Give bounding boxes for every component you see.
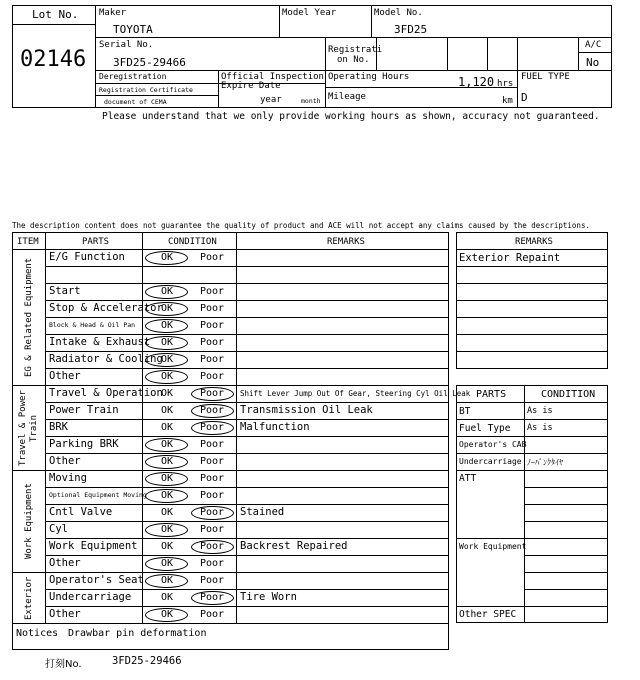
row-divider (45, 334, 449, 335)
operating-hours-label: Operating Hours (328, 72, 410, 82)
poor-option[interactable]: Poor (199, 456, 225, 467)
selected-circle (145, 285, 188, 299)
right-part-fuel: Fuel Type (459, 423, 511, 434)
month-label: month (301, 97, 321, 105)
ok-option[interactable]: OK (160, 575, 174, 586)
year-label: year (260, 95, 282, 105)
selected-circle (145, 523, 188, 537)
part-label: Start (49, 285, 81, 297)
divider (456, 419, 608, 420)
divider (218, 70, 219, 108)
divider (456, 453, 608, 454)
part-label: BRK (49, 421, 68, 433)
remark-text: Backrest Repaired (240, 540, 348, 552)
selected-circle (145, 319, 188, 333)
row-divider (45, 317, 449, 318)
divider (12, 470, 449, 471)
row-divider (45, 351, 449, 352)
right-col-condition: CONDITION (541, 389, 596, 400)
hours-accuracy-notice: Please understand that we only provide working hours as shown, accuracy not guaranteed. (102, 111, 600, 122)
inspection-label: Official Inspection (221, 72, 324, 82)
selected-circle (191, 387, 234, 401)
poor-option[interactable]: Poor (199, 388, 225, 399)
fuel-type-label: FUEL TYPE (521, 72, 570, 82)
selected-circle (145, 370, 188, 384)
divider (95, 37, 612, 38)
row-divider (45, 300, 449, 301)
row-divider (45, 419, 449, 420)
ok-option[interactable]: OK (160, 507, 174, 518)
stamp-value: 3FD25-29466 (112, 655, 182, 667)
poor-option[interactable]: Poor (199, 541, 225, 552)
ok-option[interactable]: OK (160, 371, 174, 382)
divider (524, 589, 608, 590)
poor-option[interactable]: Poor (199, 609, 225, 620)
ok-option[interactable]: OK (160, 456, 174, 467)
part-label: Other (49, 557, 81, 569)
col-condition: CONDITION (168, 237, 217, 247)
part-label: Cyl (49, 523, 68, 535)
divider (456, 334, 608, 335)
ok-option[interactable]: OK (160, 558, 174, 569)
poor-option[interactable]: Poor (199, 354, 225, 365)
part-label: Optional Equipment Moving (49, 491, 147, 499)
ok-option[interactable]: OK (160, 252, 174, 263)
ok-option[interactable]: OK (160, 286, 174, 297)
selected-circle (145, 608, 188, 622)
part-label: Cntl Valve (49, 506, 113, 518)
right-part-att: ATT (459, 473, 477, 484)
row-divider (45, 606, 449, 607)
ac-label: A/C (585, 40, 602, 50)
selected-circle (145, 489, 188, 503)
divider (456, 249, 608, 250)
part-label: Undercarriage (49, 591, 132, 603)
row-divider (45, 589, 449, 590)
divider (12, 24, 96, 25)
part-label: Other (49, 455, 81, 467)
operating-hours-value: 1,120 (458, 75, 495, 89)
divider (456, 300, 608, 301)
serial-label: Serial No. (99, 40, 154, 50)
selected-circle (145, 438, 188, 452)
row-divider (45, 521, 449, 522)
maker-value: TOYOTA (113, 23, 153, 36)
divider (524, 555, 608, 556)
col-item: ITEM (17, 237, 39, 247)
row-divider (45, 368, 449, 369)
col-remarks: REMARKS (327, 237, 365, 247)
row-divider (45, 436, 449, 437)
poor-option[interactable]: Poor (199, 439, 225, 450)
group-travel: Travel & Power (18, 390, 28, 466)
divider (12, 572, 449, 573)
row-divider (45, 453, 449, 454)
selected-circle (145, 557, 188, 571)
divider (517, 37, 518, 108)
right-remarks-row: Exterior Repaint (459, 252, 561, 264)
right-part-work-equipment: Work Equipment (459, 542, 527, 551)
part-label: Stop & Accelerator (49, 302, 163, 314)
ok-option[interactable]: OK (160, 422, 174, 433)
divider (456, 266, 608, 267)
divider (487, 37, 488, 70)
ok-option[interactable]: OK (160, 303, 174, 314)
part-label: Work Equipment (49, 540, 138, 552)
part-label: Intake & Exhaust (49, 336, 151, 348)
right-cond-bt: As is (527, 406, 553, 416)
divider (524, 521, 608, 522)
model-no-label: Model No. (374, 8, 423, 18)
right-cond-fuel: As is (527, 423, 553, 433)
ok-option[interactable]: OK (160, 473, 174, 484)
divider (12, 249, 449, 250)
remark-text: Malfunction (240, 421, 310, 433)
row-divider (45, 283, 449, 284)
part-label: E/G Function (49, 251, 125, 263)
ok-option[interactable]: OK (160, 354, 174, 365)
divider (45, 232, 46, 624)
registration-label: Registrati (328, 45, 383, 55)
divider (456, 351, 608, 352)
group-eg: EG & Related Equipment (24, 257, 34, 378)
selected-circle (191, 421, 234, 435)
hrs-label: hrs (497, 79, 514, 89)
part-label: Other (49, 608, 81, 620)
disclaimer: The description content does not guarantee the quality of product and ACE will not accept any claims caused by the descriptions. (12, 221, 590, 230)
part-label: Other (49, 370, 81, 382)
km-label: km (502, 96, 513, 106)
divider (456, 317, 608, 318)
right-part-cab: Operator's CAB (459, 440, 527, 449)
remark-text: Shift Lever Jump Out Of Gear, Steering Cyl Oil Leak (240, 389, 471, 398)
divider (12, 385, 449, 386)
right-col-parts: PARTS (476, 389, 507, 400)
poor-option[interactable]: Poor (199, 252, 225, 263)
selected-circle (145, 251, 188, 265)
selected-circle (145, 472, 188, 486)
ok-option[interactable]: OK (160, 541, 174, 552)
part-label: Power Train (49, 404, 119, 416)
registration-label-2: on No. (337, 55, 370, 65)
part-label: Parking BRK (49, 438, 119, 450)
registration-certificate-label: Registration Certificate (99, 86, 193, 94)
model-year-label: Model Year (282, 8, 337, 18)
divider (456, 606, 608, 607)
inspection-label-2: Expire Date (221, 81, 281, 91)
selected-circle (191, 404, 234, 418)
lot-label: Lot No. (32, 8, 79, 21)
divider (371, 5, 372, 37)
selected-circle (145, 574, 188, 588)
cema-label: document of CEMA (104, 98, 167, 106)
ok-option[interactable]: OK (160, 609, 174, 620)
part-label: Radiator & Cooling (49, 353, 163, 365)
divider (447, 37, 448, 70)
model-no-value: 3FD25 (394, 23, 428, 36)
poor-option[interactable]: Poor (199, 422, 225, 433)
divider (325, 37, 326, 108)
divider (95, 83, 325, 84)
right-part-undercarriage: Undercarriage (459, 457, 522, 466)
ok-option[interactable]: OK (160, 320, 174, 331)
poor-option[interactable]: Poor (199, 337, 225, 348)
row-divider (45, 504, 449, 505)
poor-option[interactable]: Poor (199, 405, 225, 416)
divider (142, 232, 143, 624)
ac-value: No (586, 56, 600, 69)
poor-option[interactable]: Poor (199, 575, 225, 586)
divider (524, 572, 608, 573)
poor-option[interactable]: Poor (199, 507, 225, 518)
right-remarks-header: REMARKS (515, 237, 553, 247)
ok-option[interactable]: OK (160, 405, 174, 416)
divider (279, 5, 280, 37)
fuel-type-value: D (521, 91, 528, 104)
remark-text: Tire Worn (240, 591, 297, 603)
remark-text: Stained (240, 506, 285, 518)
selected-circle (145, 353, 188, 367)
selected-circle (191, 540, 234, 554)
divider (456, 436, 608, 437)
poor-option[interactable]: Poor (199, 473, 225, 484)
ok-option[interactable]: OK (160, 439, 174, 450)
poor-option[interactable]: Poor (199, 524, 225, 535)
poor-option[interactable]: Poor (199, 286, 225, 297)
divider (456, 538, 608, 539)
divider (236, 232, 237, 624)
poor-option[interactable]: Poor (199, 558, 225, 569)
poor-option[interactable]: Poor (199, 490, 225, 501)
deregistration-label: Deregistration (99, 72, 167, 81)
ok-option[interactable]: OK (160, 388, 174, 399)
group-travel-2: Train (29, 414, 39, 442)
divider (456, 402, 608, 403)
ok-option[interactable]: OK (160, 490, 174, 501)
part-label: Block & Head & Oil Pan (49, 321, 136, 329)
divider (578, 52, 612, 53)
mileage-label: Mileage (328, 92, 366, 102)
divider (456, 470, 608, 471)
divider (524, 487, 608, 488)
stamp-label: 打刻No. (45, 659, 82, 670)
row-divider (45, 555, 449, 556)
notices-label: Notices (16, 628, 59, 639)
part-label: Operator's Seat (49, 574, 144, 586)
ok-option[interactable]: OK (160, 592, 174, 603)
lot-number: 02146 (20, 47, 87, 72)
selected-circle (191, 506, 234, 520)
group-exterior: Exterior (24, 576, 34, 621)
selected-circle (145, 336, 188, 350)
col-parts: PARTS (82, 237, 110, 247)
row-divider (45, 402, 449, 403)
divider (456, 283, 608, 284)
poor-option[interactable]: Poor (199, 303, 225, 314)
selected-circle (145, 302, 188, 316)
poor-option[interactable]: Poor (199, 371, 225, 382)
divider (95, 70, 612, 71)
serial-value: 3FD25-29466 (113, 56, 186, 69)
selected-circle (145, 455, 188, 469)
ok-option[interactable]: OK (160, 337, 174, 348)
group-work: Work Equipment (24, 483, 34, 560)
right-part-other-spec: Other SPEC (459, 609, 517, 620)
poor-option[interactable]: Poor (199, 320, 225, 331)
selected-circle (191, 591, 234, 605)
row-divider (45, 266, 449, 267)
right-part-bt: BT (459, 406, 471, 417)
ok-option[interactable]: OK (160, 524, 174, 535)
part-label: Travel & Operation (49, 387, 163, 399)
divider (95, 95, 218, 96)
row-divider (45, 487, 449, 488)
maker-label: Maker (99, 8, 127, 18)
row-divider (45, 538, 449, 539)
divider (524, 504, 608, 505)
divider (578, 37, 579, 70)
notices-value: Drawbar pin deformation (68, 628, 207, 639)
remark-text: Transmission Oil Leak (240, 404, 373, 416)
right-cond-undercarriage: ﾉｰﾊﾟﾝｸﾀｲﾔ (527, 458, 563, 467)
poor-option[interactable]: Poor (199, 592, 225, 603)
part-label: Moving (49, 472, 87, 484)
